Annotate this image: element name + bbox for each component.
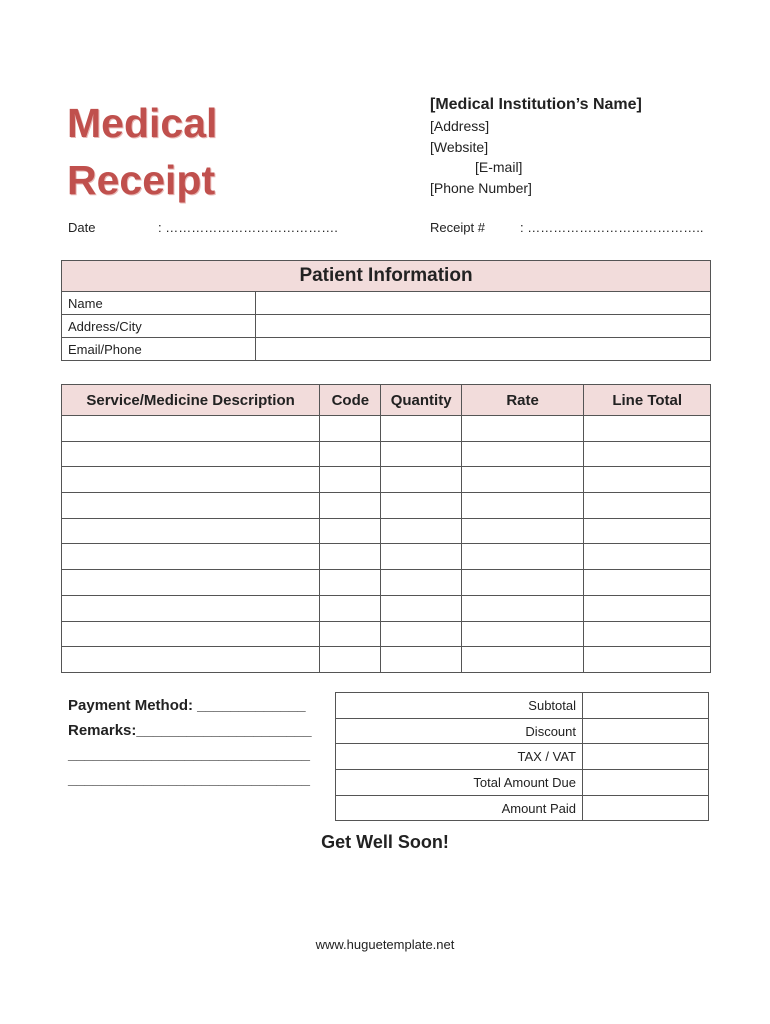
item-cell[interactable] [584,416,711,442]
institution-phone: [Phone Number] [430,179,532,196]
item-cell[interactable] [584,441,711,467]
column-header: Rate [461,385,584,416]
item-cell[interactable] [461,441,584,467]
date-value[interactable]: : …………………………………. [158,220,338,235]
item-cell[interactable] [584,621,711,647]
patient-email-input[interactable] [256,338,711,361]
item-cell[interactable] [381,441,461,467]
item-row [62,493,711,519]
item-cell[interactable] [461,570,584,596]
patient-row-label: Email/Phone [62,338,256,361]
column-header: Quantity [381,385,461,416]
institution-address: [Address] [430,118,490,134]
receipt-title [67,95,307,209]
date-field [68,220,338,235]
item-row [62,416,711,442]
item-cell[interactable] [381,493,461,519]
title-line-1: Medical [67,100,218,146]
column-header: Line Total [584,385,711,416]
item-rows [62,416,711,673]
totals-table [335,692,709,821]
item-cell[interactable] [461,518,584,544]
item-cell[interactable] [320,544,381,570]
tax-input[interactable] [583,744,709,770]
item-cell[interactable] [584,467,711,493]
amount-paid-input[interactable] [583,795,709,821]
date-label: Date [68,220,96,235]
item-cell[interactable] [62,544,320,570]
item-cell[interactable] [584,595,711,621]
item-row [62,570,711,596]
totals-label: Subtotal [336,693,583,719]
remarks-line[interactable]: _____________________________ [68,746,310,763]
item-cell[interactable] [584,518,711,544]
items-table [61,384,711,673]
item-cell[interactable] [320,441,381,467]
column-header: Service/Medicine Description [62,385,320,416]
discount-input[interactable] [583,718,709,744]
item-cell[interactable] [381,647,461,673]
item-cell[interactable] [461,647,584,673]
item-cell[interactable] [320,621,381,647]
subtotal-input[interactable] [583,693,709,719]
item-cell[interactable] [461,493,584,519]
item-cell[interactable] [461,595,584,621]
item-cell[interactable] [62,595,320,621]
item-cell[interactable] [584,647,711,673]
item-cell[interactable] [461,467,584,493]
remarks-field[interactable]: Remarks:_____________________ [68,721,312,739]
item-cell[interactable] [381,595,461,621]
institution-name: [Medical Institution’s Name] [430,96,642,113]
item-row [62,441,711,467]
institution-block [430,94,642,198]
item-cell[interactable] [320,595,381,621]
item-row [62,595,711,621]
item-row [62,467,711,493]
patient-address-input[interactable] [256,315,711,338]
item-cell[interactable] [381,621,461,647]
item-cell[interactable] [62,467,320,493]
item-cell[interactable] [62,493,320,519]
item-cell[interactable] [381,570,461,596]
item-cell[interactable] [461,416,584,442]
item-cell[interactable] [381,416,461,442]
item-cell[interactable] [62,647,320,673]
patient-row-label: Name [62,292,256,315]
item-cell[interactable] [320,570,381,596]
column-header: Code [320,385,381,416]
receipt-number-value[interactable]: : ………………………………….. [520,220,704,235]
item-cell[interactable] [62,416,320,442]
closing-message: Get Well Soon! [321,832,449,852]
totals-label: Amount Paid [336,795,583,821]
item-cell[interactable] [320,416,381,442]
item-row [62,518,711,544]
item-cell[interactable] [320,493,381,519]
item-cell[interactable] [584,493,711,519]
item-row [62,647,711,673]
item-cell[interactable] [62,570,320,596]
footer-url[interactable]: www.huguetemplate.net [315,937,455,952]
item-cell[interactable] [381,518,461,544]
item-cell[interactable] [461,544,584,570]
receipt-number-label: Receipt # [430,220,485,235]
item-cell[interactable] [62,621,320,647]
patient-row-label: Address/City [62,315,256,338]
remarks-line[interactable]: _____________________________ [68,770,310,788]
item-cell[interactable] [381,544,461,570]
institution-website: [Website] [430,138,489,155]
item-cell[interactable] [381,467,461,493]
payment-method-field[interactable]: Payment Method: _____________ [68,697,306,714]
item-cell[interactable] [584,544,711,570]
patient-name-input[interactable] [256,292,711,315]
item-cell[interactable] [320,467,381,493]
total-due-input[interactable] [583,770,709,796]
item-row [62,621,711,647]
item-cell[interactable] [320,518,381,544]
patient-info-table [61,260,711,361]
totals-label: Discount [336,718,583,744]
item-cell[interactable] [62,518,320,544]
totals-label: Total Amount Due [336,770,583,796]
patient-info-heading: Patient Information [62,261,711,292]
item-cell[interactable] [62,441,320,467]
item-cell[interactable] [461,621,584,647]
totals-label: TAX / VAT [336,744,583,770]
receipt-number-field [430,220,704,235]
item-row [62,544,711,570]
title-line-2: Receipt [67,157,216,203]
payment-block [68,694,312,792]
item-cell[interactable] [320,647,381,673]
institution-email: [E-mail] [475,159,523,175]
item-cell[interactable] [584,570,711,596]
